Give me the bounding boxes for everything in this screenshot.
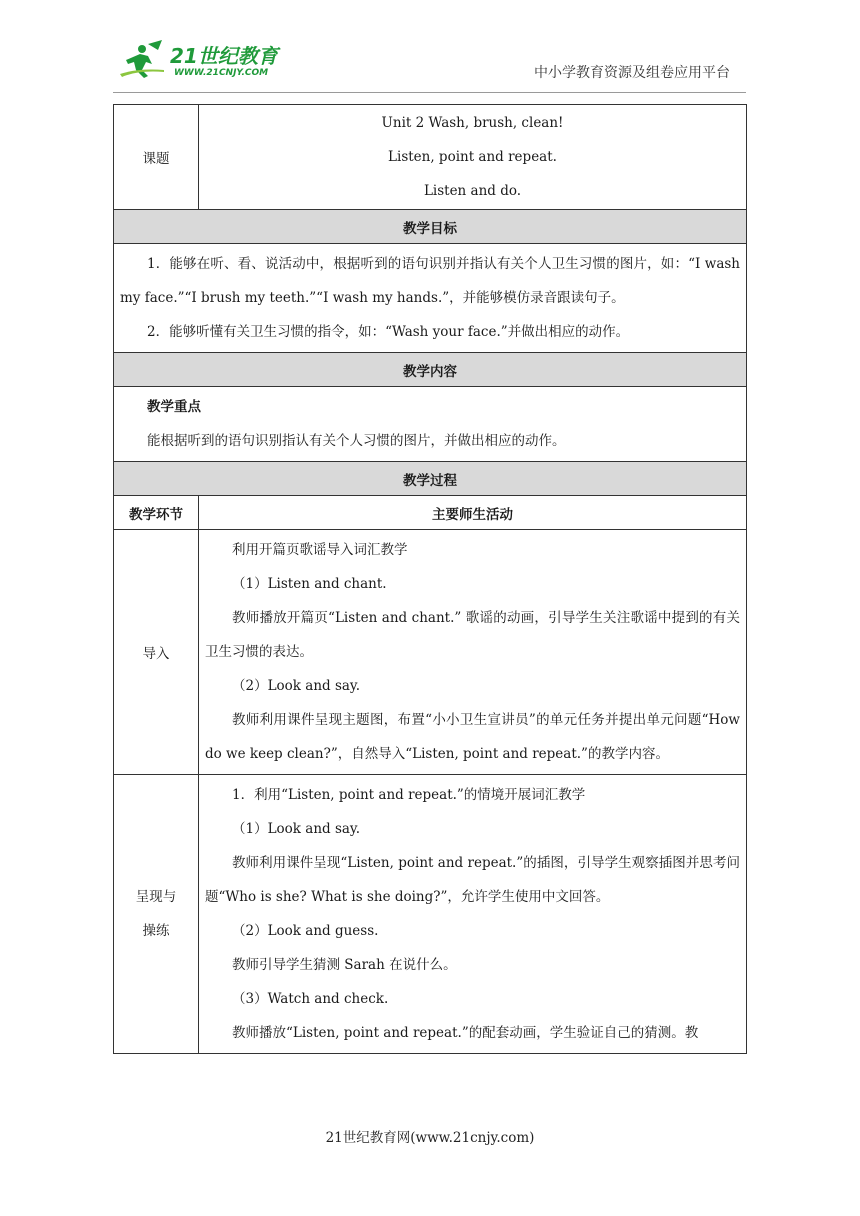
stage-name: [114, 775, 199, 1054]
stage-row: [114, 530, 747, 775]
process-header-row: [114, 462, 747, 496]
topic-cell: [199, 105, 747, 210]
key-point-text: 能根据听到的语句识别指认有关个人习惯的图片，并做出相应的动作。: [147, 433, 566, 449]
stage-row: [114, 775, 747, 1054]
process-column-header-row: [114, 496, 747, 530]
topic-row: [114, 105, 747, 210]
stage-activities: [199, 530, 747, 775]
stage-name-line: 呈现与: [135, 889, 177, 905]
topic-label: 课题: [114, 105, 199, 210]
objectives-heading: 教学目标: [114, 210, 747, 244]
objectives-cell: [114, 244, 747, 353]
key-point-label: 教学重点: [147, 399, 201, 415]
activity-paragraph: （1）Listen and chant.: [232, 576, 387, 592]
content-header-row: [114, 353, 747, 387]
content-cell: [114, 387, 747, 462]
stage-name-line: 操练: [142, 923, 170, 939]
stage-column-header: 教学环节: [114, 496, 199, 530]
lesson-plan-table: [113, 104, 747, 1054]
page-header: [0, 0, 860, 95]
activity-paragraph: 教师播放“Listen, point and repeat.”的配套动画，学生验证自己的猜测。教: [232, 1025, 699, 1041]
platform-name: 中小学教育资源及组卷应用平台: [534, 65, 730, 81]
topic-line: Listen and do.: [423, 183, 522, 199]
site-logo[interactable]: [118, 38, 288, 86]
logo-url: WWW.21CNJY.COM: [174, 68, 269, 78]
activity-paragraph: 教师引导学生猜测 Sarah 在说什么。: [232, 957, 457, 973]
logo-wordmark: 21世纪教育: [170, 44, 278, 68]
process-heading: 教学过程: [114, 462, 747, 496]
objective-item: 1．能够在听、看、说活动中，根据听到的语句识别并指认有关个人卫生习惯的图片，如：“I wash my face.”“I brush my teeth.”“I wash my hands.”，并能够模仿录音跟读句子。: [120, 256, 740, 306]
activity-paragraph: 教师播放开篇页“Listen and chant.” 歌谣的动画，引导学生关注歌谣中提到的有关卫生习惯的表达。: [205, 610, 740, 660]
activity-paragraph: （3）Watch and check.: [232, 991, 389, 1007]
topic-line: Listen, point and repeat.: [388, 149, 557, 165]
stage-activities: [199, 775, 747, 1054]
activity-paragraph: 教师利用课件呈现“Listen, point and repeat.”的插图，引导学生观察插图并思考问题“Who is she? What is she doing?”，允许学生使用中文回答。: [205, 855, 740, 905]
activity-paragraph: 1．利用“Listen, point and repeat.”的情境开展词汇教学: [232, 787, 586, 803]
activity-paragraph: （1）Look and say.: [232, 821, 361, 837]
page-footer: 21世纪教育网(www.21cnjy.com): [325, 1130, 535, 1146]
content-body-row: [114, 387, 747, 462]
activity-paragraph: 教师利用课件呈现主题图，布置“小小卫生宣讲员”的单元任务并提出单元问题“How do we keep clean?”，自然导入“Listen, point and repeat.”的教学内容。: [205, 712, 740, 762]
topic-line: Unit 2 Wash, brush, clean!: [381, 115, 564, 131]
objective-item: 2．能够听懂有关卫生习惯的指令，如：“Wash your face.”并做出相应的动作。: [147, 324, 630, 340]
stage-name: 导入: [114, 530, 199, 775]
runner-logo-icon: [118, 40, 170, 80]
activity-paragraph: （2）Look and say.: [232, 678, 361, 694]
activity-paragraph: 利用开篇页歌谣导入词汇教学: [232, 542, 408, 558]
activity-column-header: 主要师生活动: [199, 496, 747, 530]
header-divider: [113, 92, 746, 93]
activity-paragraph: （2）Look and guess.: [232, 923, 379, 939]
objectives-body-row: [114, 244, 747, 353]
objectives-header-row: [114, 210, 747, 244]
content-heading: 教学内容: [114, 353, 747, 387]
